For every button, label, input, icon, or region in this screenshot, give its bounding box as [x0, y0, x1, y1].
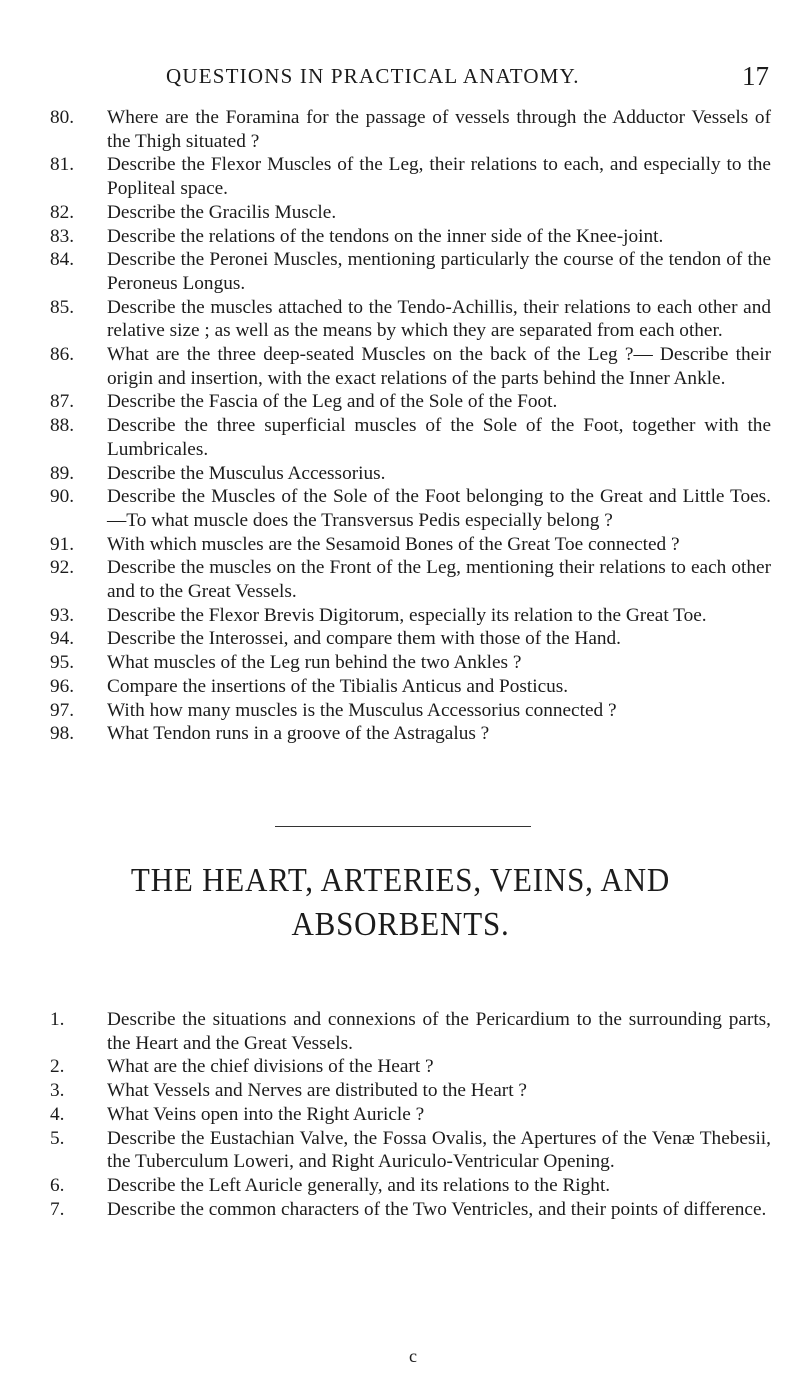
question-number: 1. [50, 1009, 65, 1030]
question-text: Describe the Left Auricle generally, and its relations to the Right. [107, 1174, 611, 1196]
question-number: 90. [50, 486, 75, 508]
question-item [0, 201, 801, 225]
question-list-lower-limb [0, 106, 801, 746]
question-number: 82. [50, 201, 75, 223]
question-text: What are the three deep-seated Muscles on the back of the Leg ?— Describe their origin and insertion, with the exact relations of the parts behind the Inner Ankle. [107, 344, 771, 389]
running-head [0, 62, 801, 98]
question-number: 84. [50, 249, 75, 271]
question-number: 2. [50, 1056, 65, 1078]
signature-mark: c [409, 1346, 417, 1366]
question-number: 96. [50, 675, 75, 697]
question-item [0, 1008, 801, 1055]
question-number: 93. [50, 604, 75, 626]
question-item [0, 106, 801, 153]
page-number: 17 [742, 61, 769, 91]
question-item [0, 153, 801, 200]
question-item [0, 1079, 801, 1103]
question-number: 88. [50, 415, 75, 437]
question-number: 95. [50, 652, 75, 674]
question-item [0, 462, 801, 486]
section-title-line-2: ABSORBENTS. [291, 904, 510, 943]
question-number: 81. [50, 154, 75, 176]
question-text: What Tendon runs in a groove of the Astragalus ? [107, 723, 490, 745]
question-text: Describe the Peronei Muscles, mentioning particularly the course of the tendon of the Peroneus Longus. [107, 249, 771, 294]
question-number: 5. [50, 1127, 65, 1149]
question-item [0, 390, 801, 414]
question-item [0, 296, 801, 343]
question-item [0, 343, 801, 390]
question-item [0, 1055, 801, 1079]
question-item [0, 1174, 801, 1198]
question-text: Describe the Muscles of the Sole of the Foot belonging to the Great and Little Toes.—To what muscle does the Transversus Pedis especially belong ? [107, 486, 771, 531]
question-text: Describe the Fascia of the Leg and of the Sole of the Foot. [107, 391, 558, 413]
question-list-heart [0, 1008, 801, 1221]
question-item [0, 533, 801, 557]
question-number: 80. [50, 107, 75, 128]
question-item [0, 248, 801, 295]
question-item [0, 225, 801, 249]
section-divider-rule [275, 826, 531, 827]
question-text: Describe the muscles on the Front of the Leg, mentioning their relations to each other and to the Great Vessels. [107, 557, 771, 603]
question-item [0, 1103, 801, 1127]
question-number: 98. [50, 723, 75, 745]
question-item [0, 414, 801, 461]
question-text: What Vessels and Nerves are distributed to the Heart ? [107, 1080, 527, 1102]
question-number: 3. [50, 1080, 65, 1102]
question-text: Describe the Flexor Brevis Digitorum, especially its relation to the Great Toe. [107, 604, 707, 626]
question-number: 87. [50, 391, 75, 413]
question-item [0, 722, 801, 746]
question-number: 94. [50, 628, 75, 650]
question-text: Describe the three superficial muscles of the Sole of the Foot, together with the Lumbricales. [107, 415, 771, 460]
question-text: Compare the insertions of the Tibialis Anticus and Posticus. [107, 675, 569, 697]
question-item [0, 604, 801, 628]
question-text: Describe the Eustachian Valve, the Fossa Ovalis, the Apertures of the Venæ Thebesii, the Tuberculum Loweri, and Right Auriculo-Ventricular Opening. [107, 1127, 771, 1173]
question-number: 83. [50, 225, 75, 247]
question-item [0, 556, 801, 603]
running-title: QUESTIONS IN PRACTICAL ANATOMY. [166, 64, 580, 88]
question-item [0, 485, 801, 532]
question-item [0, 675, 801, 699]
question-number: 86. [50, 344, 75, 366]
question-text: With which muscles are the Sesamoid Bones of the Great Toe connected ? [107, 533, 680, 555]
section-title [0, 858, 801, 946]
question-text: Describe the Gracilis Muscle. [107, 201, 337, 223]
question-number: 6. [50, 1174, 65, 1196]
section-title-line-1: THE HEART, ARTERIES, VEINS, AND [130, 860, 671, 899]
question-text: What Veins open into the Right Auricle ? [107, 1103, 425, 1125]
question-number: 89. [50, 462, 75, 484]
question-text: Describe the Flexor Muscles of the Leg, their relations to each, and especially to the Popliteal space. [107, 154, 771, 200]
question-text: Describe the Musculus Accessorius. [107, 462, 386, 484]
question-text: With how many muscles is the Musculus Accessorius connected ? [107, 699, 617, 721]
question-text: What muscles of the Leg run behind the two Ankles ? [107, 652, 522, 674]
question-text: Describe the common characters of the Two Ventricles, and their points of difference. [107, 1198, 767, 1220]
question-text: Describe the situations and connexions of the Pericardium to the surrounding parts, the Heart and the Great Vessels. [107, 1009, 771, 1054]
question-item [0, 627, 801, 651]
question-item [0, 1198, 801, 1222]
question-text: What are the chief divisions of the Heart ? [107, 1056, 434, 1078]
question-text: Describe the relations of the tendons on the inner side of the Knee-joint. [107, 225, 664, 247]
question-text: Describe the Interossei, and compare them with those of the Hand. [107, 628, 622, 650]
question-item [0, 1127, 801, 1174]
question-number: 91. [50, 533, 75, 555]
question-number: 92. [50, 557, 75, 579]
question-text: Where are the Foramina for the passage of vessels through the Adductor Vessels of the Thigh situated ? [107, 107, 771, 152]
question-number: 4. [50, 1103, 65, 1125]
question-item [0, 699, 801, 723]
question-text: Describe the muscles attached to the Tendo-Achillis, their relations to each other and relative size ; as well as the means by which they are separated from each other. [107, 296, 771, 342]
question-number: 97. [50, 699, 75, 721]
question-number: 7. [50, 1198, 65, 1220]
question-number: 85. [50, 296, 75, 318]
question-item [0, 651, 801, 675]
